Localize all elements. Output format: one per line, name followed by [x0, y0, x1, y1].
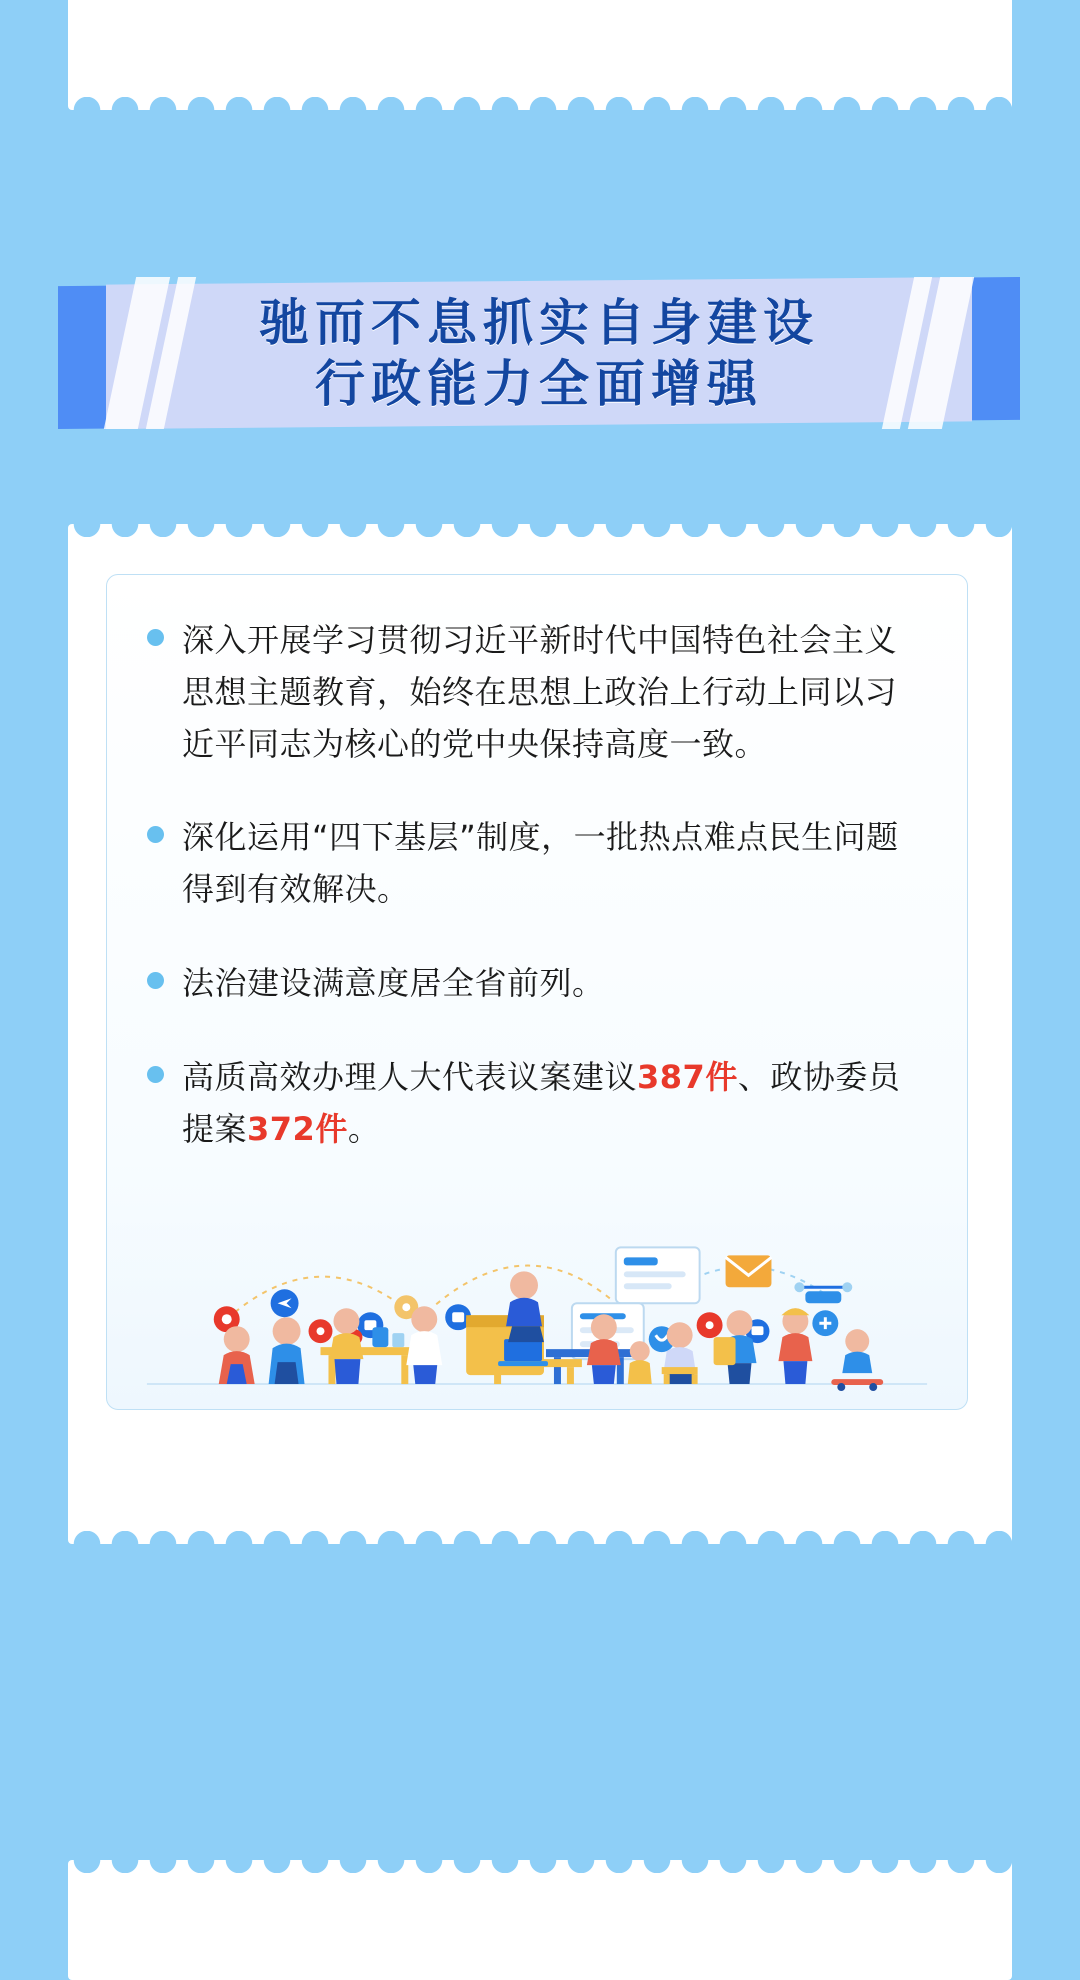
bullet-list	[107, 575, 967, 1156]
bullet-dot-icon	[147, 826, 164, 843]
highlight-number: 372件	[247, 1109, 348, 1148]
text-segment: 深入开展学习贯彻习近平新时代中国特色社会主义思想主题教育，始终在思想上政治上行动上同以习近平同志为核心的党中央保持高度一致。	[182, 621, 898, 763]
top-ticket-card	[68, 0, 1012, 110]
scallop-edge-bottom-main	[68, 1531, 1012, 1557]
scallop-edge-top	[68, 511, 1012, 537]
list-item	[147, 615, 921, 770]
section-banner	[58, 277, 1020, 429]
list-item	[147, 958, 921, 1010]
list-item-text	[182, 615, 921, 770]
list-item	[147, 812, 921, 916]
main-ticket-card	[68, 524, 1012, 1544]
content-panel	[106, 574, 968, 1410]
scallop-edge-top-bottom-card	[68, 1847, 1012, 1873]
text-segment: 深化运用“四下基层”制度，一批热点难点民生问题得到有效解决。	[182, 818, 899, 909]
bottom-ticket-card	[68, 1860, 1012, 1980]
text-segment: 、政协委员提案	[182, 1057, 901, 1148]
bullet-dot-icon	[147, 1066, 164, 1083]
banner-title-line-1: 驰而不息抓实自身建设	[259, 293, 819, 352]
bullet-dot-icon	[147, 629, 164, 646]
list-item-text	[182, 958, 605, 1010]
text-segment: 高质高效办理人大代表议案建议	[182, 1057, 638, 1096]
scallop-edge-bottom	[68, 97, 1012, 123]
list-item	[147, 1052, 921, 1156]
people-working-illustration	[107, 1199, 967, 1409]
bullet-dot-icon	[147, 972, 164, 989]
list-item-text	[182, 812, 921, 916]
banner-title	[58, 277, 1020, 429]
banner-title-line-2: 行政能力全面增强	[315, 354, 763, 413]
highlight-number: 387件	[637, 1057, 738, 1096]
text-segment: 。	[347, 1109, 381, 1148]
text-segment: 法治建设满意度居全省前列。	[182, 964, 605, 1003]
list-item-text	[182, 1052, 921, 1156]
